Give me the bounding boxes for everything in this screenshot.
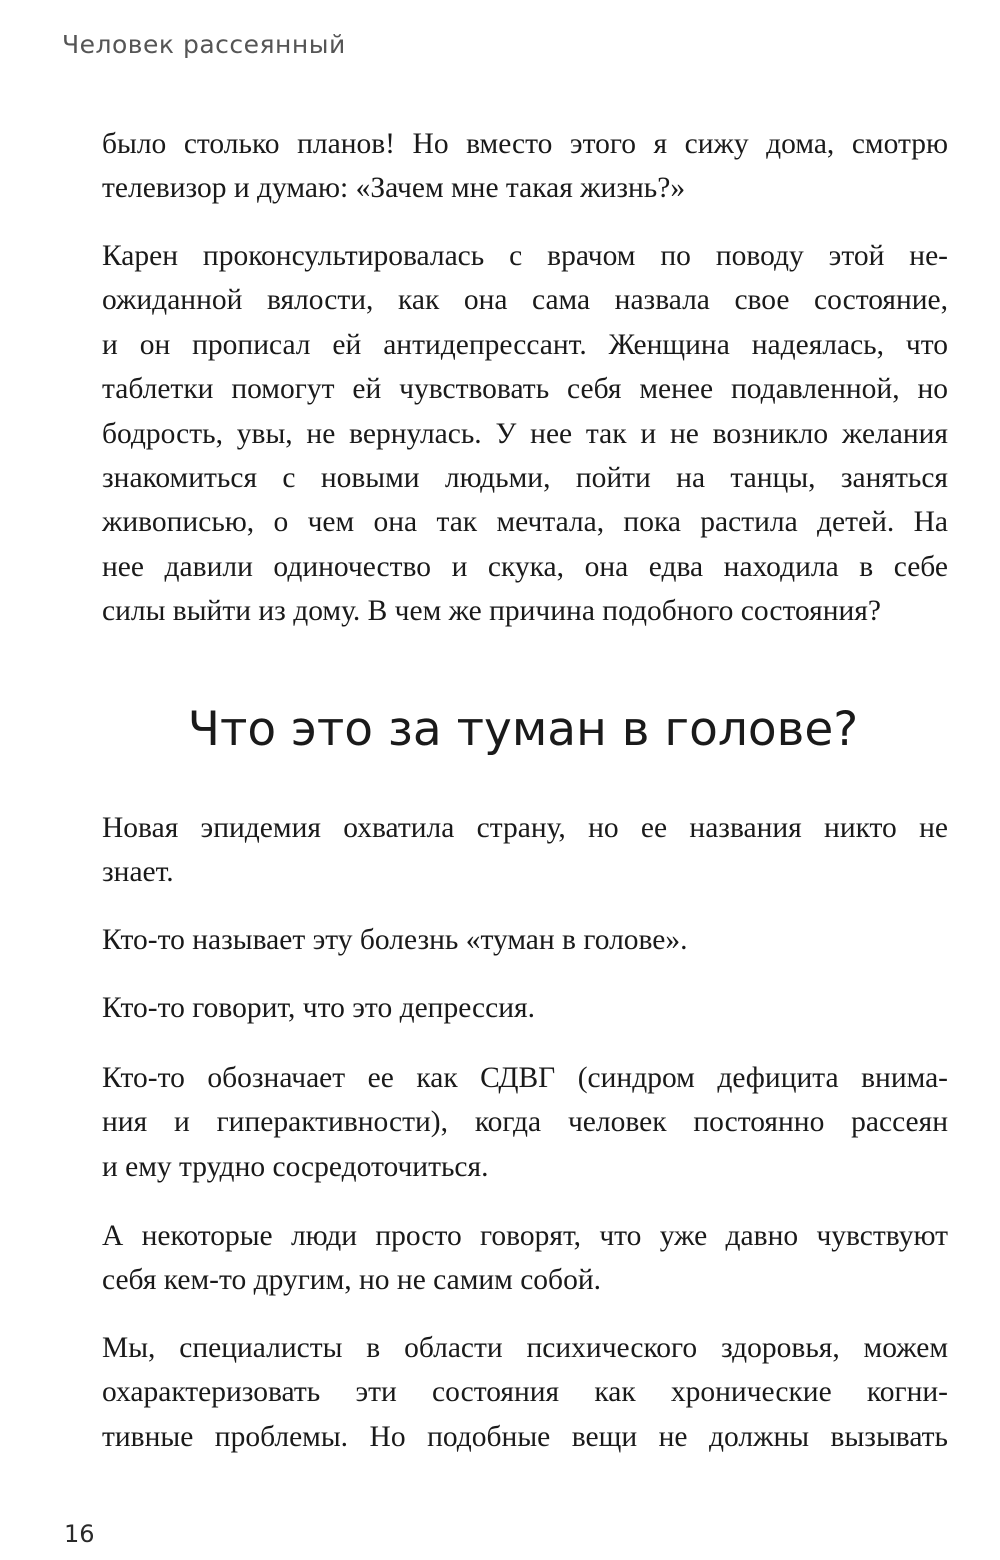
text-line: телевизор и думаю: «Зачем мне такая жизнь?» [102, 172, 686, 205]
text-line: и ему трудно сосредоточиться. [102, 1150, 489, 1183]
text-line: было столько планов! Но вместо этого я сижу дома, смотрю [102, 128, 948, 160]
text-line: силы выйти из дому. В чем же причина подобного состояния? [102, 595, 881, 628]
text-line: Кто-то называет эту болезнь «туман в голове». [102, 924, 688, 956]
text-line: ожиданной вялости, как она сама назвала свое состояние, [102, 284, 948, 317]
text-line: бодрость, увы, не вернулась. У нее так и не возникло желания [102, 417, 948, 450]
paragraph-continued [102, 122, 948, 211]
text-line: Кто-то обозначает ее как СДВГ (синдром дефицита внима- [102, 1062, 948, 1094]
text-line: знает. [102, 856, 174, 889]
paragraph-someone-else [102, 1214, 948, 1303]
page-number: 16 [64, 1520, 95, 1548]
paragraph-depression [102, 986, 948, 1030]
section-heading: Что это за туман в голове? [187, 702, 859, 757]
text-line: себя кем-то другим, но не самим собой. [102, 1264, 601, 1297]
paragraph-epidemic [102, 806, 948, 895]
text-line: ния и гиперактивности), когда человек постоянно рассеян [102, 1106, 948, 1139]
text-line: и он прописал ей антидепрессант. Женщина надеялась, что [102, 328, 948, 361]
text-line: охарактеризовать эти состояния как хронические когни- [102, 1376, 948, 1409]
paragraph-adhd [102, 1056, 948, 1189]
text-line: знакомиться с новыми людьми, пойти на танцы, заняться [102, 462, 948, 495]
text-line: живописью, о чем она так мечтала, пока растила детей. На [102, 506, 948, 539]
paragraph-fog [102, 918, 948, 962]
text-line: нее давили одиночество и скука, она едва находила в себе [102, 550, 948, 583]
text-line: таблетки помогут ей чувствовать себя менее подавленной, но [102, 373, 948, 406]
text-line: Карен проконсультировалась с врачом по поводу этой не- [102, 240, 948, 272]
text-line: А некоторые люди просто говорят, что уже давно чувствуют [102, 1220, 948, 1252]
text-line: Мы, специалисты в области психического здоровья, можем [102, 1332, 948, 1364]
paragraph-karen [102, 234, 948, 634]
paragraph-specialists [102, 1326, 948, 1459]
text-line: Кто-то говорит, что это депрессия. [102, 992, 535, 1024]
running-head: Человек рассеянный [62, 30, 346, 59]
text-line: Новая эпидемия охватила страну, но ее названия никто не [102, 812, 948, 844]
text-line: тивные проблемы. Но подобные вещи не должны вызывать [102, 1420, 948, 1453]
